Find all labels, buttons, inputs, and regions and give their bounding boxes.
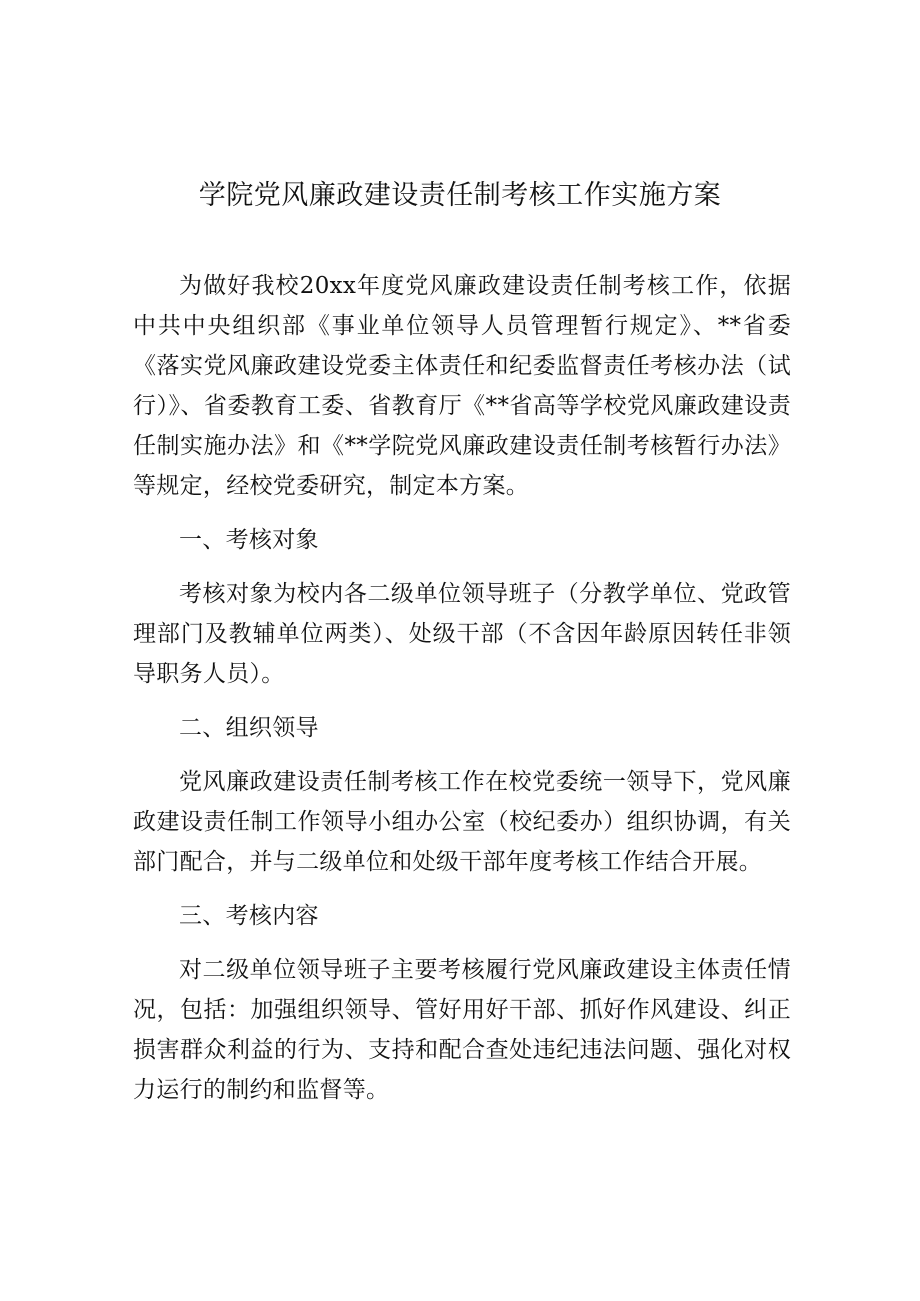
organization-paragraph: 党风廉政建设责任制考核工作在校党委统一领导下，党风廉政建设责任制工作领导小组办公室（校纪委办）组织协调，有关部门配合，并与二级单位和处级干部年度考核工作结合开展。 [133, 769, 791, 875]
intro-paragraph: 为做好我校20xx年度党风廉政建设责任制考核工作，依据中共中央组织部《事业单位领导人员管理暂行规定》、**省委《落实党风廉政建设党委主体责任和纪委监督责任考核办法（试行）》、省委教育工委、省教育厅《**省高等学校党风廉政建设责任制实施办法》和《**学院党风廉政建设责任制考核暂行办法》等规定，经校党委研究，制定本方案。 [133, 273, 791, 499]
section-heading-organization: 二、组织领导 [179, 715, 319, 741]
section-heading-assessment-targets: 一、考核对象 [179, 527, 319, 553]
document-body [133, 266, 791, 1110]
assessment-targets-paragraph: 考核对象为校内各二级单位领导班子（分教学单位、党政管理部门及教辅单位两类）、处级干部（不含因年龄原因转任非领导职务人员）。 [133, 581, 791, 687]
section-heading-assessment-content: 三、考核内容 [179, 903, 319, 929]
document-title: 学院党风廉政建设责任制考核工作实施方案 [198, 180, 722, 211]
assessment-content-paragraph: 对二级单位领导班子主要考核履行党风廉政建设主体责任情况，包括：加强组织领导、管好用好干部、抓好作风建设、纠正损害群众利益的行为、支持和配合查处违纪违法问题、强化对权力运行的制约和监督等。 [133, 957, 791, 1103]
